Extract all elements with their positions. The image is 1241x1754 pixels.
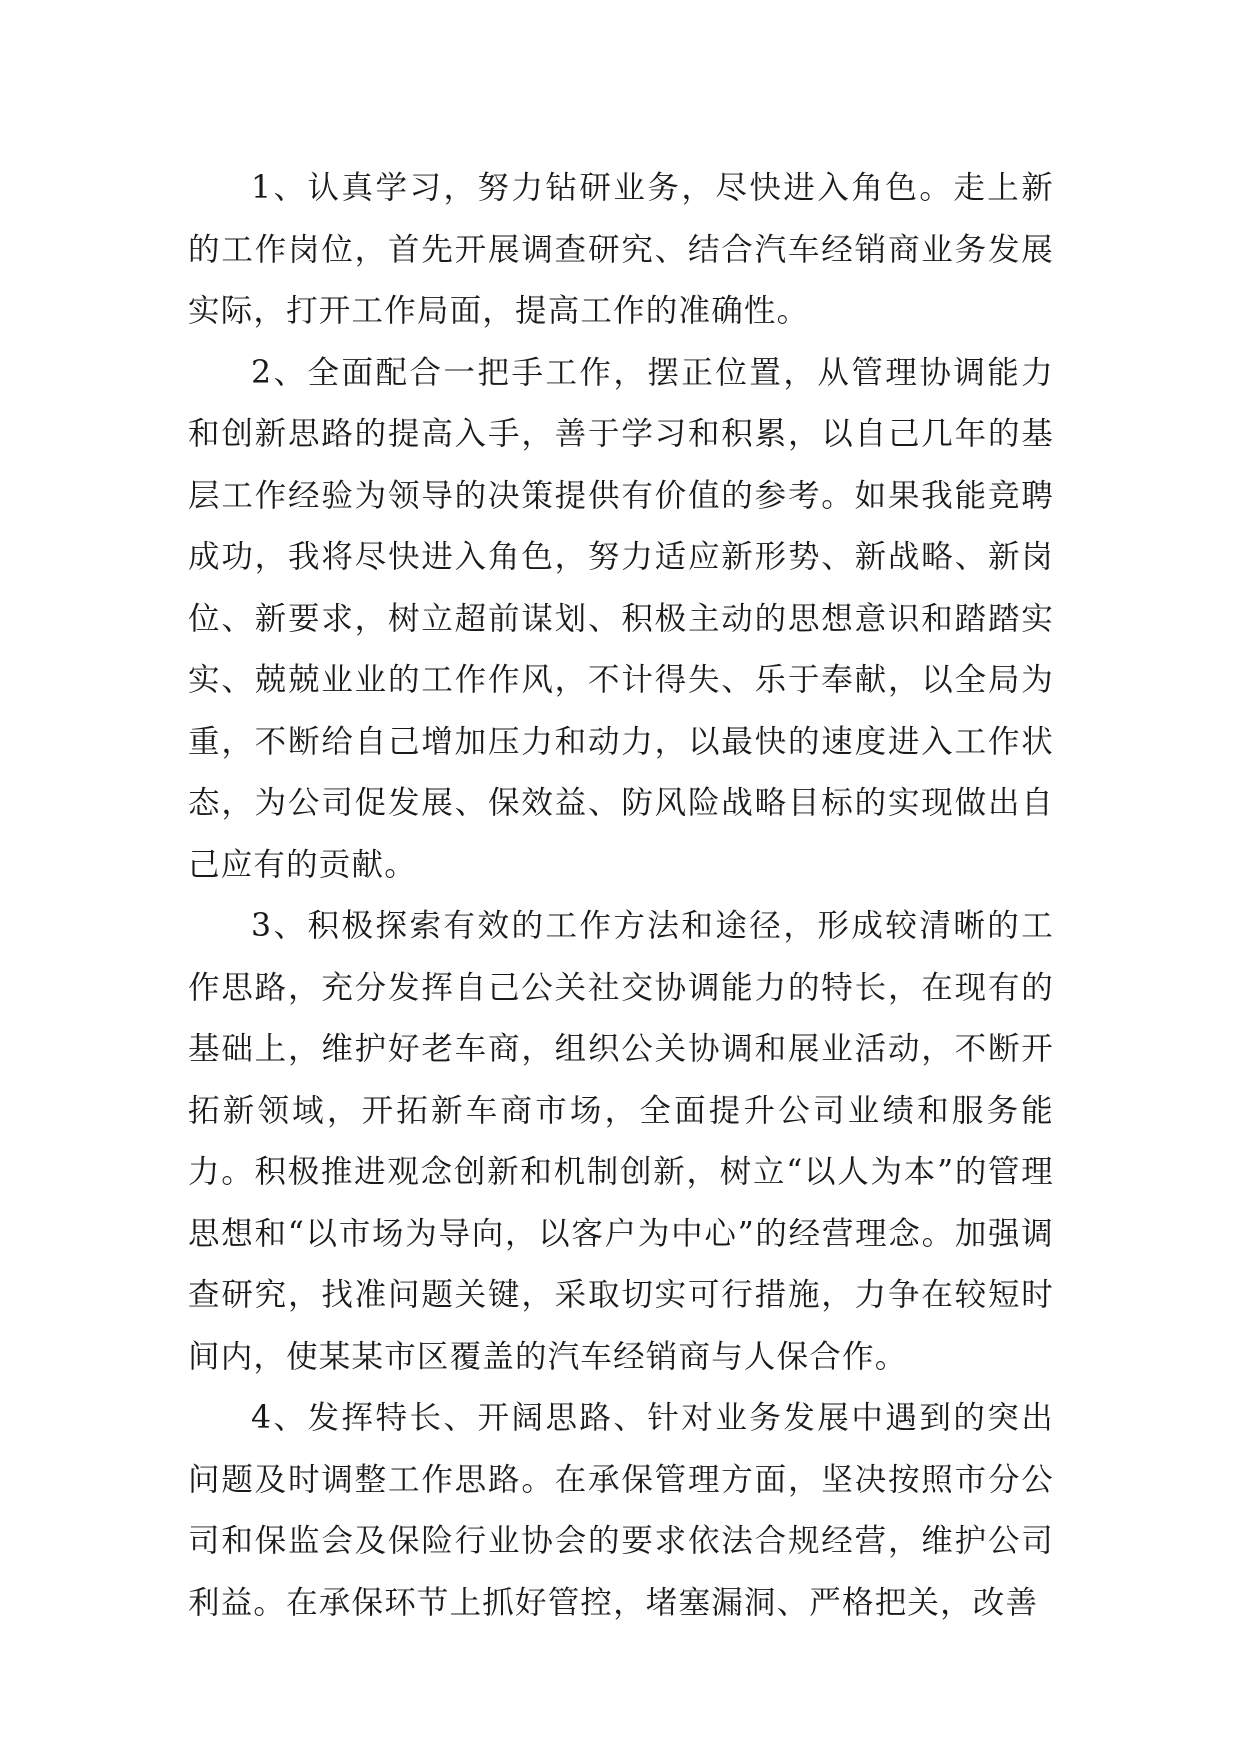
paragraph-4: 4、发挥特长、开阔思路、针对业务发展中遇到的突出问题及时调整工作思路。在承保管理方面，坚决按照市分公司和保监会及保险行业协会的要求依法合规经营，维护公司利益。在承保环节上抓好管控，堵塞漏洞、严格把关，改善 — [188, 1400, 1054, 1621]
document-body — [188, 158, 1054, 1634]
paragraph-1: 1、认真学习，努力钻研业务，尽快进入角色。走上新的工作岗位，首先开展调查研究、结合汽车经销商业务发展实际，打开工作局面，提高工作的准确性。 — [188, 170, 1054, 329]
paragraph-3: 3、积极探索有效的工作方法和途径，形成较清晰的工作思路，充分发挥自己公关社交协调能力的特长，在现有的基础上，维护好老车商，组织公关协调和展业活动，不断开拓新领域，开拓新车商市场，全面提升公司业绩和服务能力。积极推进观念创新和机制创新，树立“以人为本”的管理思想和“以市场为导向，以客户为中心”的经营理念。加强调查研究，找准问题关键，采取切实可行措施，力争在较短时间内，使某某市区覆盖的汽车经销商与人保合作。 — [188, 908, 1054, 1375]
paragraph-2: 2、全面配合一把手工作，摆正位置，从管理协调能力和创新思路的提高入手，善于学习和积累，以自己几年的基层工作经验为领导的决策提供有价值的参考。如果我能竞聘成功，我将尽快进入角色，努力适应新形势、新战略、新岗位、新要求，树立超前谋划、积极主动的思想意识和踏踏实实、兢兢业业的工作作风，不计得失、乐于奉献，以全局为重，不断给自己增加压力和动力，以最快的速度进入工作状态，为公司促发展、保效益、防风险战略目标的实现做出自己应有的贡献。 — [188, 354, 1054, 883]
